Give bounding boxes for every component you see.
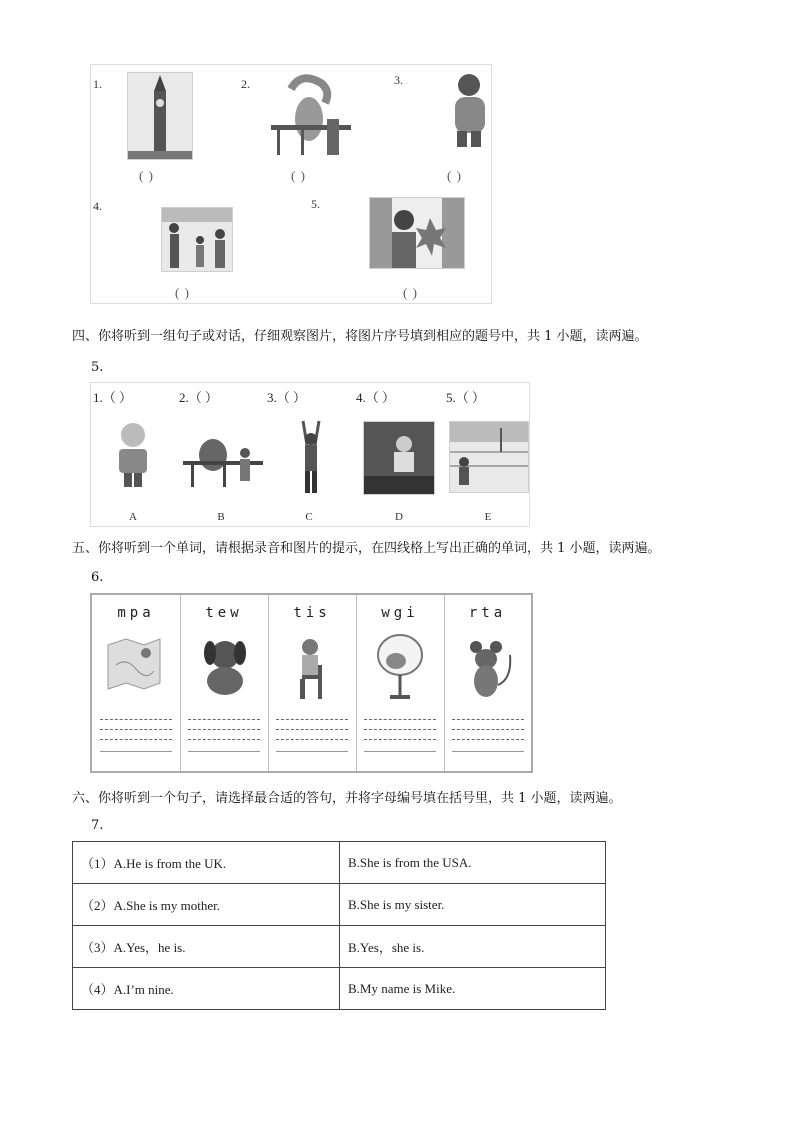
question-number: 6. (91, 570, 104, 585)
table-row (73, 842, 606, 884)
section-six-instruction: 六、你将听到一个句子，请选择最合适的答句，并将字母编号填在括号里，共 1 小题，读两遍。 (72, 791, 622, 806)
item-number: 5. (311, 197, 320, 211)
item-number: 4. (93, 199, 102, 213)
family-icon (161, 207, 233, 272)
option-a: （4）A.I’m nine. (73, 968, 340, 1010)
sit-boy-icon (292, 637, 332, 701)
scrambled-word: tew (205, 605, 243, 621)
blank-1: 1.（ ） (93, 390, 133, 405)
stretching-boy-icon (299, 419, 323, 495)
item-number: 1. (93, 77, 102, 91)
option-letter-a: A (129, 511, 137, 523)
blank-5: 5.（ ） (446, 390, 486, 405)
scrambled-word: mpa (117, 605, 155, 621)
answer-paren: ( ) (175, 285, 190, 300)
option-letter-d: D (395, 511, 403, 523)
question-number: 5. (91, 360, 104, 375)
blank-2: 2.（ ） (179, 390, 219, 405)
zoo-animal-icon (183, 427, 263, 489)
section-four-instruction: 四、你将听到一组句子或对话，仔细观察图片，将图片序号填到相应的题号中，共 1 小题，读两遍。 (72, 329, 648, 344)
matching-panel (90, 382, 530, 527)
teacher-icon (363, 421, 435, 495)
option-b: B.Yes，she is. (340, 926, 606, 968)
answer-paren: ( ) (403, 285, 418, 300)
answer-paren: ( ) (291, 168, 306, 183)
table-row (73, 968, 606, 1010)
picture-panel-top (90, 64, 492, 304)
scrambled-word: wgi (381, 605, 419, 621)
item-number: 3. (394, 73, 403, 87)
option-a: （2）A.She is my mother. (73, 884, 340, 926)
boy-icon (115, 421, 151, 489)
scrambled-word: tis (293, 605, 331, 621)
table-row (73, 884, 606, 926)
answer-paren: ( ) (447, 168, 462, 183)
item-number: 2. (241, 77, 250, 91)
option-b: B.She is from the USA. (340, 842, 606, 884)
section-five-instruction: 五、你将听到一个单词，请根据录音和图片的提示，在四线格上写出正确的单词，共 1 小题，读两遍。 (72, 541, 661, 556)
clock-tower-icon (127, 72, 193, 160)
table-row (73, 926, 606, 968)
question-number: 7. (91, 818, 104, 833)
option-a: （3）A.Yes，he is. (73, 926, 340, 968)
boy-icon (445, 71, 491, 153)
option-letter-c: C (305, 511, 313, 523)
zoo-animal-icon (271, 69, 351, 157)
rat-icon (468, 639, 514, 699)
option-b: B.My name is Mike. (340, 968, 606, 1010)
blank-4: 4.（ ） (356, 390, 396, 405)
word-cell (356, 595, 445, 771)
sports-field-icon (449, 421, 529, 493)
answer-paren: ( ) (139, 168, 154, 183)
word-cell (92, 595, 181, 771)
option-b: B.She is my sister. (340, 884, 606, 926)
word-cell (268, 595, 357, 771)
blank-3: 3.（ ） (267, 390, 307, 405)
scrambled-word: rta (468, 605, 507, 621)
word-cell (444, 595, 531, 771)
wig-icon (376, 633, 424, 701)
canada-flag-icon (369, 197, 465, 269)
option-a: （1）A.He is from the UK. (73, 842, 340, 884)
word-grid (90, 593, 533, 773)
wet-dog-icon (200, 635, 250, 697)
answer-table (72, 841, 606, 1010)
word-cell (180, 595, 269, 771)
map-icon (106, 635, 162, 691)
option-letter-b: B (217, 511, 225, 523)
option-letter-e: E (484, 511, 492, 523)
